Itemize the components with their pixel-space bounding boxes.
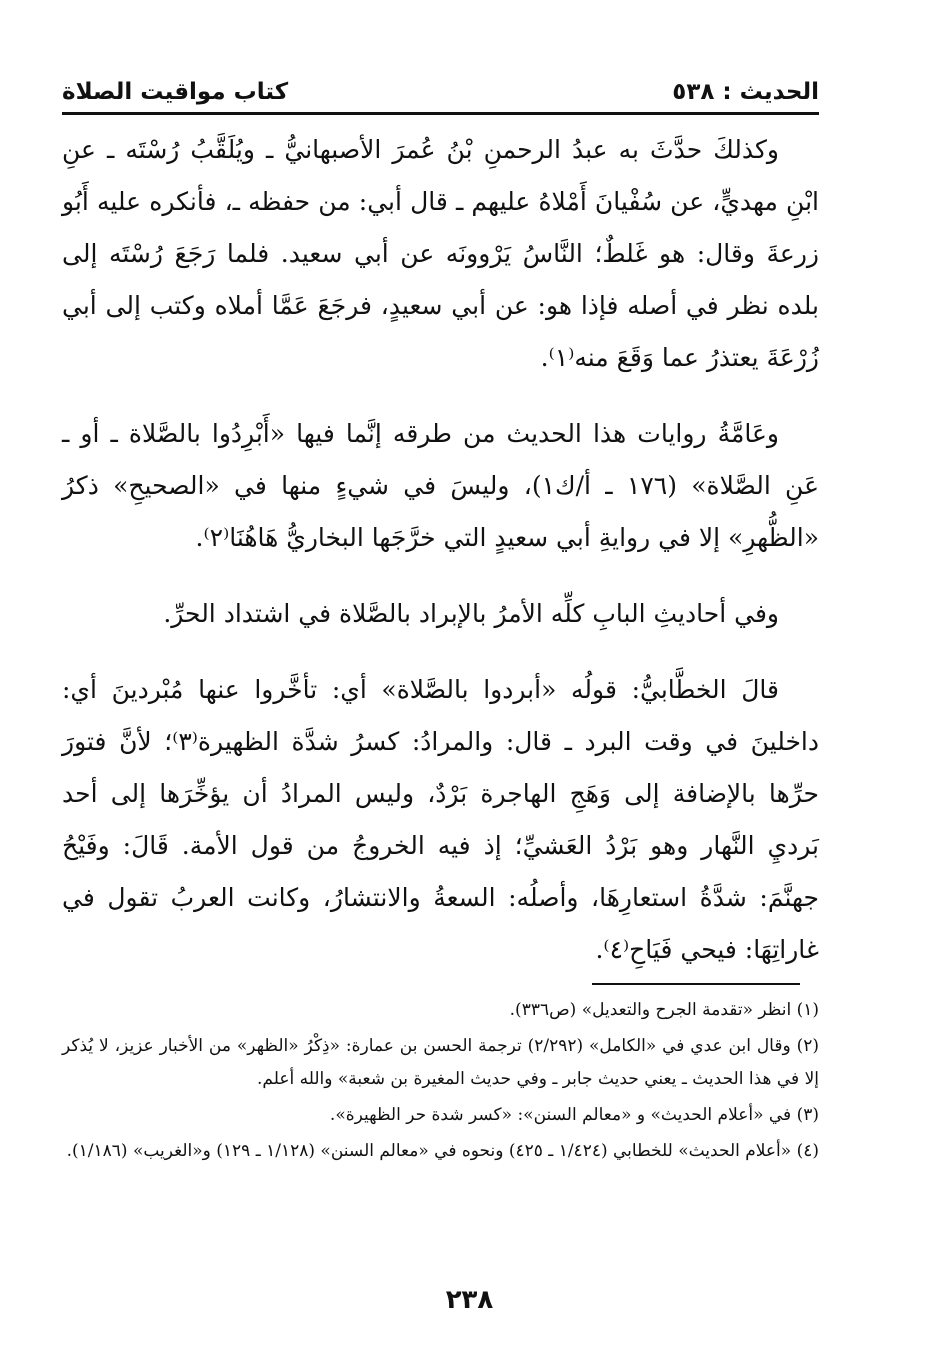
main-text bbox=[62, 124, 819, 1000]
footnote: (٣) في «أعلام الحديث» و «معالم السنن»: «كسر شدة حر الظهيرة». bbox=[329, 1105, 819, 1125]
footnote: (٢) وقال ابن عدي في «الكامل» (٢/٢٩٢) ترجمة الحسن بن عمارة: «ذِكْرُ «الظهر» من الأخبار عزيز، لا يُذكر إلا في هذا الحديث ـ يعني حديث جابر ـ وفي حديث المغيرة بن شعبة» والله أعلم. bbox=[62, 1036, 819, 1089]
footnote-rule bbox=[592, 983, 800, 985]
hadith-number: الحديث : ٥٣٨ bbox=[672, 79, 819, 105]
header-rule bbox=[62, 112, 819, 115]
paragraph: وكذلكَ حدَّثَ به عبدُ الرحمنِ بْنُ عُمرَ الأصبهانيُّ ـ ويُلَقَّبُ رُسْتَه ـ عنِ ابْنِ مهديٍّ، عن سُفْيانَ أَمْلاهُ عليهم ـ قال أبي: من حفظه ـ، فأنكره عليه أَبُو زرعةَ وقال: هو غَلطٌ؛ النَّاسُ يَرْوونَه عن أبي سعيد. فلما رَجَعَ رُسْتَه إلى بلده نظر في أصله فإذا هو: عن أبي سعيدٍ، فرجَعَ عَمَّا أملاه وكتب إلى أبي زُرْعَةَ يعتذرُ عما وَقَعَ منه⁽١⁾. bbox=[62, 135, 819, 372]
footnote: (١) انظر «تقدمة الجرح والتعديل» (ص٣٣٦). bbox=[509, 1000, 819, 1020]
page-number: ٢٣٨ bbox=[445, 1285, 494, 1315]
paragraph: قالَ الخطَّابيُّ: قولُه «أبردوا بالصَّلاة» أي: تأخَّروا عنها مُبْردينَ أي: داخلينَ في وقت البرد ـ قال: والمرادُ: كسرُ شدَّة الظهيرة⁽٣⁾؛ لأنَّ فتورَ حرِّها بالإضافة إلى وَهَجِ الهاجرة بَرْدٌ، وليس المرادُ أن يؤخِّرَها إلى أحد بَرديِ النَّهار وهو بَرْدُ العَشيِّ؛ إذ فيه الخروجُ من قول الأمة. قَالَ: وفَيْحُ جهنَّمَ: شدَّةُ استعارِهَا، وأصلُه: السعةُ والانتشارُ، وكانت العربُ تقول في غاراتِهَا: فيحي فَيَاحِ⁽٤⁾. bbox=[62, 675, 819, 964]
paragraph: وعَامَّةُ روايات هذا الحديث من طرقه إنَّما فيها «أَبْرِدُوا بالصَّلاة ـ أو ـ عَنِ الصَّلاة» (١٧٦ ـ أ/ك١)، وليسَ في شيءٍ منها في «الصحيحِ» ذكرُ «الظُّهرِ» إلا في روايةِ أبي سعيدٍ التي خرَّجَها البخاريُّ هَاهُنَا⁽٢⁾. bbox=[62, 419, 820, 552]
footnote: (٤) «أعلام الحديث» للخطابي (١/٤٢٤ ـ ٤٢٥) ونحوه في «معالم السنن» (١/١٢٨ ـ ١٢٩) و«الغريب» (١/١٨٦). bbox=[66, 1141, 819, 1161]
running-header bbox=[62, 68, 819, 108]
paragraph: وفي أحاديثِ البابِ كلِّه الأمرُ بالإبراد بالصَّلاة في اشتداد الحرِّ. bbox=[163, 599, 779, 628]
book-title: كتاب مواقيت الصلاة bbox=[62, 79, 289, 105]
footnotes bbox=[62, 994, 819, 1171]
